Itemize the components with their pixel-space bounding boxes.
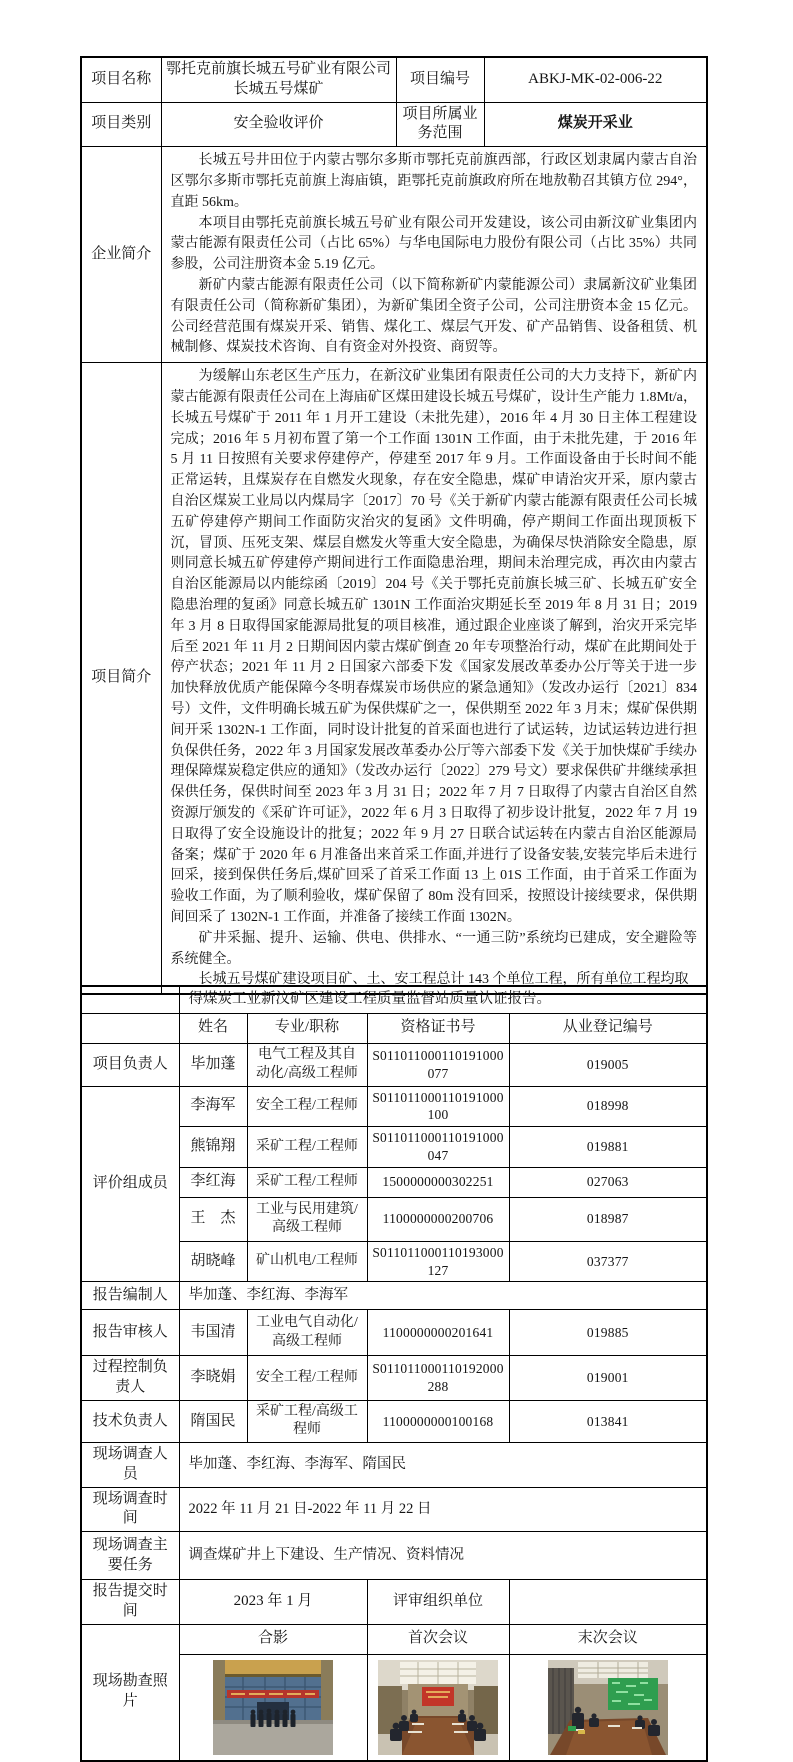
table-row	[81, 102, 707, 147]
person-title: 矿山机电/工程师	[247, 1241, 367, 1282]
site-photos-label: 现场勘查照片	[81, 1624, 179, 1761]
survey-people-label: 现场调查人员	[81, 1442, 179, 1487]
person-name: 李晓娟	[179, 1356, 247, 1401]
technical-leader-label: 技术负责人	[81, 1400, 179, 1442]
column-header-name: 姓名	[179, 1013, 247, 1043]
person-reg: 013841	[509, 1400, 707, 1442]
project-name-label: 项目名称	[81, 57, 161, 102]
personnel-table	[80, 985, 708, 1762]
table-row	[81, 363, 707, 994]
person-title: 安全工程/工程师	[247, 1356, 367, 1401]
project-profile-label: 项目简介	[81, 363, 161, 994]
survey-time-value: 2022 年 11 月 21 日-2022 年 11 月 22 日	[179, 1487, 707, 1532]
person-name: 李海军	[179, 1086, 247, 1127]
report-submit-time-label: 报告提交时间	[81, 1580, 179, 1625]
person-reg: 018998	[509, 1086, 707, 1127]
report-reviewer-label: 报告审核人	[81, 1310, 179, 1356]
process-control-label: 过程控制负责人	[81, 1356, 179, 1401]
project-profile-continuation: 得煤炭工业新汶矿区建设工程质量监督站质量认证报告。	[179, 986, 707, 1013]
table-row	[81, 1487, 707, 1532]
person-cert: 1100000000100168	[367, 1400, 509, 1442]
person-reg: 037377	[509, 1241, 707, 1282]
table-row	[81, 1043, 707, 1086]
table-row	[81, 57, 707, 102]
table-row	[81, 1356, 707, 1401]
person-name: 胡晓峰	[179, 1241, 247, 1282]
group-photo	[213, 1660, 333, 1755]
review-organizer-label: 评审组织单位	[367, 1580, 509, 1625]
person-reg: 018987	[509, 1197, 707, 1241]
person-name: 隋国民	[179, 1400, 247, 1442]
last-meeting-photo	[548, 1660, 668, 1755]
person-title: 采矿工程/工程师	[247, 1127, 367, 1168]
company-profile-label: 企业简介	[81, 147, 161, 363]
person-cert: S011011000110191000047	[367, 1127, 509, 1168]
photo-cell-first-meeting	[367, 1654, 509, 1761]
table-row	[81, 1086, 707, 1127]
person-cert: 1500000000302251	[367, 1167, 509, 1197]
photo-header-group: 合影	[179, 1624, 367, 1654]
table-row	[81, 986, 707, 1013]
column-header-cert: 资格证书号	[367, 1013, 509, 1043]
report-compiler-label: 报告编制人	[81, 1282, 179, 1310]
business-scope-value: 煤炭开采业	[484, 102, 707, 147]
photo-header-row	[81, 1624, 707, 1654]
table-row	[81, 1532, 707, 1580]
project-number-value: ABKJ-MK-02-006-22	[484, 57, 707, 102]
report-compiler-value: 毕加蓬、李红海、李海军	[179, 1282, 707, 1310]
person-name: 熊锦翔	[179, 1127, 247, 1168]
person-cert: S011011000110191000100	[367, 1086, 509, 1127]
column-header-reg: 从业登记编号	[509, 1013, 707, 1043]
person-reg: 019881	[509, 1127, 707, 1168]
company-paragraph: 长城五号井田位于内蒙古鄂尔多斯市鄂托克前旗西部，行政区划隶属内蒙古自治区鄂尔多斯市鄂托克前旗上海庙镇，距鄂托克前旗政府所在地敖勒召其镇方位 294°，直距 56km。	[170, 153, 697, 210]
photo-header-last-meeting: 末次会议	[509, 1624, 707, 1654]
person-cert: S011011000110192000288	[367, 1356, 509, 1401]
company-profile-text	[161, 147, 707, 363]
report-submit-time-value: 2023 年 1 月	[179, 1580, 367, 1625]
project-name-value: 鄂托克前旗长城五号矿业有限公司长城五号煤矿	[161, 57, 396, 102]
project-paragraph: 矿井采掘、提升、运输、供电、供排水、“一通三防”系统均已建成，安全避险等系统健全。	[170, 930, 697, 967]
survey-task-value: 调查煤矿井上下建设、生产情况、资料情况	[179, 1532, 707, 1580]
first-meeting-photo	[378, 1660, 498, 1755]
table-row	[81, 1282, 707, 1310]
survey-task-label: 现场调查主要任务	[81, 1532, 179, 1580]
person-title: 采矿工程/高级工程师	[247, 1400, 367, 1442]
person-cert: S011011000110193000127	[367, 1241, 509, 1282]
person-name: 韦国清	[179, 1310, 247, 1356]
photo-header-first-meeting: 首次会议	[367, 1624, 509, 1654]
person-cert: 1100000000200706	[367, 1197, 509, 1241]
person-title: 工业与民用建筑/高级工程师	[247, 1197, 367, 1241]
table-header-row	[81, 1013, 707, 1043]
table-row	[81, 1310, 707, 1356]
table-row	[81, 1580, 707, 1625]
person-name: 毕加蓬	[179, 1043, 247, 1086]
photo-cell-group	[179, 1654, 367, 1761]
person-cert: 1100000000201641	[367, 1310, 509, 1356]
survey-time-label: 现场调查时间	[81, 1487, 179, 1532]
photo-cell-last-meeting	[509, 1654, 707, 1761]
person-name: 王 杰	[179, 1197, 247, 1241]
person-reg: 019005	[509, 1043, 707, 1086]
person-reg: 027063	[509, 1167, 707, 1197]
person-title: 工业电气自动化/高级工程师	[247, 1310, 367, 1356]
project-paragraph: 长城五号煤矿建设项目矿、土、安工程总计 143 个单位工程，所有单位工程均取	[198, 972, 689, 988]
person-reg: 019885	[509, 1310, 707, 1356]
person-reg: 019001	[509, 1356, 707, 1401]
project-paragraph: 为缓解山东老区生产压力，在新汶矿业集团有限责任公司的大力支持下，新矿内蒙古能源有限责任公司在上海庙矿区煤田建设长城五号煤矿，设计生产能力 1.8Mt/a，长城五号煤矿于 2011 年 1 月开工建设（未批先建），2016 年 4 月 30 日主体工程建设完成；2016 年 5 月初布置了第一个工作面 1301N 工作面，由于未批先建，于 2016 年 5 月 11 日按照有关要求停建停产，停建至 2017 年 9 月。工作面设备由于长时间不能正常运转，且煤炭存在自燃发火现象，存在安全隐患，煤矿申请治灾开采，原内蒙古自治区煤炭工业局以内煤局字〔2017〕70 号《关于新矿内蒙古能源有限责任公司长城五矿停建停产期间工作面防灾治灾的复函》文件明确，停产期间工作面出现顶板下沉，冒顶、压死支架、煤层自燃发火等重大安全隐患，为确保尽快消除安全隐患，原则同意长城五矿停建停产期间进行工作面隐患治理，期间未治理完成，再次由内蒙古自治区能源局以内能综函〔2019〕204 号《关于鄂托克前旗长城三矿、长城五矿安全隐患治理的复函》同意长城五矿 1301N 工作面治灾期延长至 2019 年 8 月 31 日；2019 年 3 月 8 日取得国家能源局批复的项目核准，通过跟企业座谈了解到，治灾开采完毕后至 2021 年 11 月 2 日期间因内蒙古煤矿倒查 20 年专项整治行动，煤矿在此期间处于停产状态；2021 年 11 月 2 日国家六部委下发《国家发展改革委办公厅等关于进一步加快释放优质产能保障今冬明春煤炭市场供应的紧急通知》（发改办运行〔2021〕834 号）文件，文件明确长城五矿为保供煤矿之一，保供期至 2022 年 3 月末；煤矿保供期间开采 1302N-1 工作面，同时设计批复的首采面也进行了试运转，边试运转边进行担负保供任务，2022 年 3 月国家发展改革委办公厅等六部委下发《关于加快煤矿手续办理保障煤炭稳定供应的通知》（发改办运行〔2022〕279 号文）要求保供矿井继续承担保供任务，保供时间至 2023 年 3 月 31 日；2022 年 7 月 7 日取得了内蒙古自治区自然资源厅颁发的《采矿许可证》，2022 年 6 月 3 日取得了初步设计批复，2022 年 7 月 19 日取得了安全设施设计的批复；2022 年 9 月 27 日联合试运转在内蒙古自治区能源局备案；煤矿于 2020 年 6 月准备出来首采工作面,并进行了设备安装,安装完毕后未进行回采，接到保供任务后,煤矿回采了首采工作面 13 上 01S 工作面，由于首采工作面为验收工作面，为了顺利验收，煤矿保留了 80m 没有回采，按照设计接续要求，保供期间回采了 1302N-1 工作面，并准备了接续工作面 1302N。	[170, 369, 697, 925]
project-category-label: 项目类别	[81, 102, 161, 147]
business-scope-label: 项目所属业务范围	[396, 102, 484, 147]
person-title: 采矿工程/工程师	[247, 1167, 367, 1197]
person-name: 李红海	[179, 1167, 247, 1197]
person-title: 安全工程/工程师	[247, 1086, 367, 1127]
company-paragraph: 本项目由鄂托克前旗长城五号矿业有限公司开发建设，该公司由新汶矿业集团内蒙古能源有限责任公司（占比 65%）与华电国际电力股份有限公司（占比 35%）共同参股，公司注册资本金 5.19 亿元。	[170, 215, 697, 273]
evaluation-team-label: 评价组成员	[81, 1086, 179, 1282]
table-row	[81, 1442, 707, 1487]
empty-cell	[81, 1013, 179, 1043]
empty-cell	[81, 986, 179, 1013]
project-info-table	[80, 56, 708, 995]
company-paragraph: 新矿内蒙古能源有限责任公司（以下简称新矿内蒙能源公司）隶属新汶矿业集团有限责任公司（简称新矿集团），为新矿集团全资子公司，公司注册资本金 15 亿元。公司经营范围有煤炭开采、销售、煤化工、煤层气开发、矿产品销售、设备租赁、机械制修、煤炭技术咨询、自有资金对外投资、商贸等。	[170, 277, 697, 356]
table-row	[81, 147, 707, 363]
project-number-label: 项目编号	[396, 57, 484, 102]
project-leader-label: 项目负责人	[81, 1043, 179, 1086]
table-row	[81, 1400, 707, 1442]
project-category-value: 安全验收评价	[161, 102, 396, 147]
person-title: 电气工程及其自动化/高级工程师	[247, 1043, 367, 1086]
project-profile-text	[161, 363, 707, 994]
survey-people-value: 毕加蓬、李红海、李海军、隋国民	[179, 1442, 707, 1487]
person-cert: S011011000110191000077	[367, 1043, 509, 1086]
review-organizer-value	[509, 1580, 707, 1625]
column-header-title: 专业/职称	[247, 1013, 367, 1043]
